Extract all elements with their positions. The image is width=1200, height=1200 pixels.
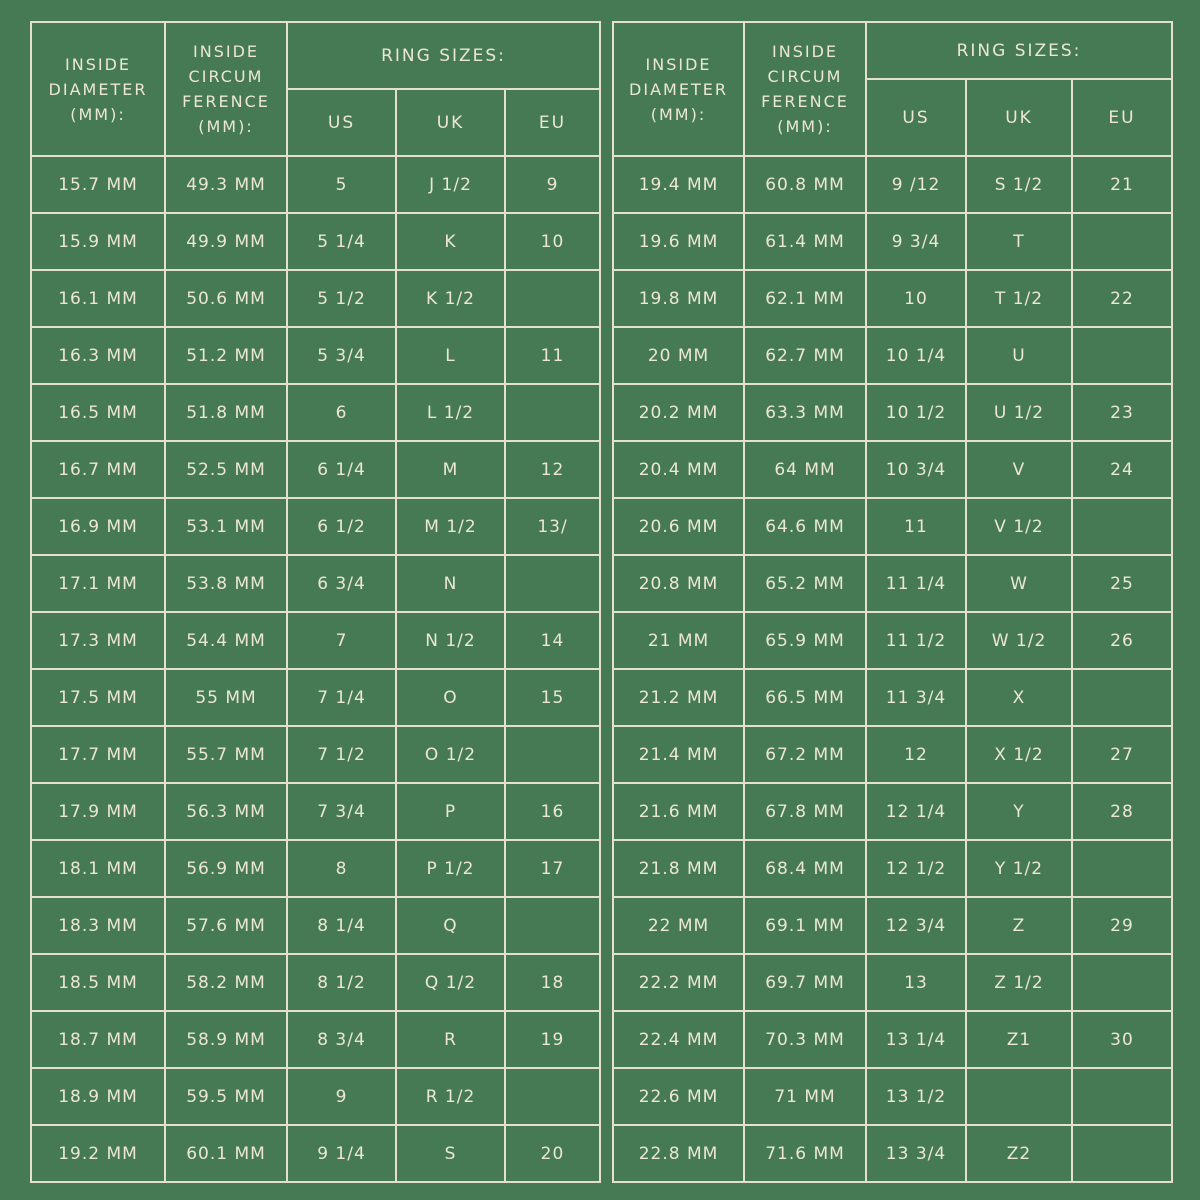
cell-inside-circumference: 54.4 MM xyxy=(165,612,287,669)
cell-eu-size: 17 xyxy=(505,840,600,897)
cell-us-size: 8 1/4 xyxy=(287,897,396,954)
cell-us-size: 11 xyxy=(866,498,966,555)
cell-inside-diameter: 19.4 MM xyxy=(613,156,744,213)
cell-inside-diameter: 16.9 MM xyxy=(31,498,165,555)
size-chart-left xyxy=(30,21,601,1183)
cell-uk-size: N xyxy=(396,555,505,612)
header-uk: UK xyxy=(396,89,505,156)
cell-inside-diameter: 21 MM xyxy=(613,612,744,669)
header-inside-circumference: INSIDE CIRCUM FERENCE (MM): xyxy=(744,22,866,156)
cell-uk-size: R 1/2 xyxy=(396,1068,505,1125)
table-row xyxy=(613,327,1172,384)
cell-eu-size: 23 xyxy=(1072,384,1172,441)
table-row xyxy=(613,954,1172,1011)
cell-uk-size: O xyxy=(396,669,505,726)
table-row xyxy=(31,783,600,840)
header-eu: EU xyxy=(505,89,600,156)
header-ring-sizes: RING SIZES: xyxy=(287,22,600,89)
table-row xyxy=(31,840,600,897)
cell-eu-size xyxy=(1072,498,1172,555)
table-row xyxy=(31,498,600,555)
cell-eu-size: 26 xyxy=(1072,612,1172,669)
cell-inside-diameter: 17.7 MM xyxy=(31,726,165,783)
cell-inside-diameter: 16.7 MM xyxy=(31,441,165,498)
cell-inside-diameter: 22.4 MM xyxy=(613,1011,744,1068)
cell-inside-diameter: 16.3 MM xyxy=(31,327,165,384)
cell-eu-size: 24 xyxy=(1072,441,1172,498)
cell-uk-size: M xyxy=(396,441,505,498)
cell-us-size: 10 3/4 xyxy=(866,441,966,498)
table-row xyxy=(613,612,1172,669)
cell-inside-circumference: 56.9 MM xyxy=(165,840,287,897)
cell-eu-size: 29 xyxy=(1072,897,1172,954)
cell-inside-circumference: 63.3 MM xyxy=(744,384,866,441)
table-row xyxy=(31,1125,600,1182)
cell-inside-diameter: 19.6 MM xyxy=(613,213,744,270)
cell-uk-size: N 1/2 xyxy=(396,612,505,669)
cell-uk-size: M 1/2 xyxy=(396,498,505,555)
cell-inside-circumference: 49.3 MM xyxy=(165,156,287,213)
cell-us-size: 12 xyxy=(866,726,966,783)
cell-uk-size: P xyxy=(396,783,505,840)
cell-inside-diameter: 21.6 MM xyxy=(613,783,744,840)
cell-inside-circumference: 52.5 MM xyxy=(165,441,287,498)
cell-inside-circumference: 53.1 MM xyxy=(165,498,287,555)
table-row xyxy=(31,156,600,213)
cell-uk-size: S xyxy=(396,1125,505,1182)
cell-inside-diameter: 17.1 MM xyxy=(31,555,165,612)
cell-inside-diameter: 18.1 MM xyxy=(31,840,165,897)
header-us: US xyxy=(287,89,396,156)
table-row xyxy=(31,1011,600,1068)
cell-inside-diameter: 18.7 MM xyxy=(31,1011,165,1068)
table-row xyxy=(613,840,1172,897)
cell-eu-size: 10 xyxy=(505,213,600,270)
cell-uk-size: L 1/2 xyxy=(396,384,505,441)
cell-inside-diameter: 16.1 MM xyxy=(31,270,165,327)
cell-inside-diameter: 22.2 MM xyxy=(613,954,744,1011)
cell-inside-circumference: 60.8 MM xyxy=(744,156,866,213)
cell-inside-diameter: 22 MM xyxy=(613,897,744,954)
cell-inside-diameter: 18.3 MM xyxy=(31,897,165,954)
cell-inside-circumference: 62.1 MM xyxy=(744,270,866,327)
cell-inside-diameter: 20.8 MM xyxy=(613,555,744,612)
cell-inside-diameter: 15.7 MM xyxy=(31,156,165,213)
cell-inside-circumference: 59.5 MM xyxy=(165,1068,287,1125)
cell-inside-diameter: 21.8 MM xyxy=(613,840,744,897)
cell-eu-size xyxy=(505,270,600,327)
cell-eu-size: 30 xyxy=(1072,1011,1172,1068)
cell-eu-size xyxy=(1072,1068,1172,1125)
cell-uk-size: R xyxy=(396,1011,505,1068)
cell-inside-circumference: 55 MM xyxy=(165,669,287,726)
cell-eu-size xyxy=(1072,327,1172,384)
table-row xyxy=(613,498,1172,555)
cell-inside-circumference: 56.3 MM xyxy=(165,783,287,840)
table-row xyxy=(613,555,1172,612)
cell-us-size: 6 xyxy=(287,384,396,441)
cell-eu-size: 20 xyxy=(505,1125,600,1182)
cell-inside-diameter: 19.8 MM xyxy=(613,270,744,327)
cell-inside-circumference: 71 MM xyxy=(744,1068,866,1125)
cell-eu-size xyxy=(1072,840,1172,897)
cell-inside-circumference: 53.8 MM xyxy=(165,555,287,612)
cell-eu-size: 19 xyxy=(505,1011,600,1068)
cell-eu-size xyxy=(505,555,600,612)
header-uk: UK xyxy=(966,79,1072,156)
cell-uk-size: X xyxy=(966,669,1072,726)
table-row xyxy=(613,213,1172,270)
table-row xyxy=(613,897,1172,954)
cell-inside-circumference: 50.6 MM xyxy=(165,270,287,327)
cell-uk-size: Z 1/2 xyxy=(966,954,1072,1011)
table-row xyxy=(613,384,1172,441)
cell-inside-circumference: 51.2 MM xyxy=(165,327,287,384)
cell-uk-size: Y 1/2 xyxy=(966,840,1072,897)
cell-us-size: 11 1/4 xyxy=(866,555,966,612)
header-ring-sizes: RING SIZES: xyxy=(866,22,1172,79)
table-row xyxy=(31,327,600,384)
table-row xyxy=(31,270,600,327)
cell-inside-diameter: 19.2 MM xyxy=(31,1125,165,1182)
cell-uk-size: T 1/2 xyxy=(966,270,1072,327)
cell-uk-size: Q xyxy=(396,897,505,954)
cell-uk-size: X 1/2 xyxy=(966,726,1072,783)
cell-inside-circumference: 65.2 MM xyxy=(744,555,866,612)
table-row xyxy=(31,612,600,669)
cell-us-size: 5 xyxy=(287,156,396,213)
cell-uk-size: V xyxy=(966,441,1072,498)
cell-us-size: 9 /12 xyxy=(866,156,966,213)
cell-uk-size: W 1/2 xyxy=(966,612,1072,669)
table-row xyxy=(613,1068,1172,1125)
table-row xyxy=(613,1125,1172,1182)
cell-us-size: 13 1/4 xyxy=(866,1011,966,1068)
cell-inside-diameter: 20.2 MM xyxy=(613,384,744,441)
cell-inside-circumference: 58.9 MM xyxy=(165,1011,287,1068)
ring-size-table xyxy=(612,21,1173,1183)
cell-us-size: 7 xyxy=(287,612,396,669)
cell-uk-size: W xyxy=(966,555,1072,612)
table-row xyxy=(613,783,1172,840)
cell-eu-size: 27 xyxy=(1072,726,1172,783)
cell-inside-circumference: 49.9 MM xyxy=(165,213,287,270)
cell-us-size: 7 1/2 xyxy=(287,726,396,783)
table-row xyxy=(31,726,600,783)
cell-inside-circumference: 61.4 MM xyxy=(744,213,866,270)
cell-eu-size: 16 xyxy=(505,783,600,840)
cell-inside-circumference: 69.7 MM xyxy=(744,954,866,1011)
header-inside-diameter: INSIDE DIAMETER (MM): xyxy=(31,22,165,156)
cell-eu-size: 13/ xyxy=(505,498,600,555)
cell-eu-size xyxy=(1072,1125,1172,1182)
cell-inside-circumference: 68.4 MM xyxy=(744,840,866,897)
cell-inside-diameter: 17.9 MM xyxy=(31,783,165,840)
cell-us-size: 10 1/2 xyxy=(866,384,966,441)
cell-inside-circumference: 71.6 MM xyxy=(744,1125,866,1182)
cell-inside-circumference: 65.9 MM xyxy=(744,612,866,669)
cell-us-size: 11 3/4 xyxy=(866,669,966,726)
cell-us-size: 6 1/2 xyxy=(287,498,396,555)
cell-inside-diameter: 21.2 MM xyxy=(613,669,744,726)
table-row xyxy=(613,1011,1172,1068)
cell-inside-circumference: 70.3 MM xyxy=(744,1011,866,1068)
cell-us-size: 5 1/2 xyxy=(287,270,396,327)
cell-eu-size: 25 xyxy=(1072,555,1172,612)
cell-us-size: 13 1/2 xyxy=(866,1068,966,1125)
cell-inside-diameter: 20.4 MM xyxy=(613,441,744,498)
cell-us-size: 5 1/4 xyxy=(287,213,396,270)
table-row xyxy=(31,1068,600,1125)
cell-eu-size xyxy=(1072,213,1172,270)
cell-uk-size: O 1/2 xyxy=(396,726,505,783)
table-row xyxy=(31,555,600,612)
table-row xyxy=(613,156,1172,213)
table-body xyxy=(31,156,600,1182)
cell-uk-size: Z1 xyxy=(966,1011,1072,1068)
cell-uk-size xyxy=(966,1068,1072,1125)
cell-inside-diameter: 15.9 MM xyxy=(31,213,165,270)
table-row xyxy=(613,726,1172,783)
cell-uk-size: T xyxy=(966,213,1072,270)
cell-eu-size: 11 xyxy=(505,327,600,384)
cell-inside-circumference: 69.1 MM xyxy=(744,897,866,954)
cell-uk-size: K 1/2 xyxy=(396,270,505,327)
table-row xyxy=(31,954,600,1011)
table-row xyxy=(31,384,600,441)
cell-us-size: 7 1/4 xyxy=(287,669,396,726)
cell-us-size: 6 3/4 xyxy=(287,555,396,612)
cell-eu-size: 12 xyxy=(505,441,600,498)
cell-eu-size xyxy=(505,897,600,954)
cell-us-size: 12 1/2 xyxy=(866,840,966,897)
cell-us-size: 6 1/4 xyxy=(287,441,396,498)
cell-inside-circumference: 55.7 MM xyxy=(165,726,287,783)
table-row xyxy=(31,213,600,270)
cell-inside-circumference: 67.8 MM xyxy=(744,783,866,840)
table-row xyxy=(31,441,600,498)
cell-uk-size: Q 1/2 xyxy=(396,954,505,1011)
cell-eu-size: 21 xyxy=(1072,156,1172,213)
cell-us-size: 12 1/4 xyxy=(866,783,966,840)
table-row xyxy=(31,897,600,954)
cell-us-size: 8 1/2 xyxy=(287,954,396,1011)
cell-inside-circumference: 60.1 MM xyxy=(165,1125,287,1182)
header-inside-circumference: INSIDE CIRCUM FERENCE (MM): xyxy=(165,22,287,156)
cell-uk-size: U 1/2 xyxy=(966,384,1072,441)
cell-uk-size: S 1/2 xyxy=(966,156,1072,213)
cell-eu-size xyxy=(505,384,600,441)
cell-us-size: 13 xyxy=(866,954,966,1011)
ring-size-table xyxy=(30,21,601,1183)
cell-inside-diameter: 20.6 MM xyxy=(613,498,744,555)
cell-us-size: 9 3/4 xyxy=(866,213,966,270)
cell-us-size: 11 1/2 xyxy=(866,612,966,669)
cell-inside-circumference: 57.6 MM xyxy=(165,897,287,954)
cell-us-size: 12 3/4 xyxy=(866,897,966,954)
table-row xyxy=(31,669,600,726)
cell-eu-size: 15 xyxy=(505,669,600,726)
cell-uk-size: Y xyxy=(966,783,1072,840)
cell-us-size: 8 xyxy=(287,840,396,897)
cell-inside-diameter: 22.6 MM xyxy=(613,1068,744,1125)
cell-uk-size: U xyxy=(966,327,1072,384)
cell-eu-size xyxy=(505,1068,600,1125)
cell-us-size: 9 1/4 xyxy=(287,1125,396,1182)
cell-uk-size: K xyxy=(396,213,505,270)
cell-us-size: 7 3/4 xyxy=(287,783,396,840)
cell-inside-circumference: 67.2 MM xyxy=(744,726,866,783)
cell-eu-size xyxy=(1072,669,1172,726)
table-row xyxy=(613,441,1172,498)
cell-inside-circumference: 64.6 MM xyxy=(744,498,866,555)
cell-inside-diameter: 17.5 MM xyxy=(31,669,165,726)
cell-inside-circumference: 66.5 MM xyxy=(744,669,866,726)
cell-us-size: 13 3/4 xyxy=(866,1125,966,1182)
cell-uk-size: V 1/2 xyxy=(966,498,1072,555)
cell-uk-size: Z xyxy=(966,897,1072,954)
cell-inside-diameter: 20 MM xyxy=(613,327,744,384)
cell-eu-size: 9 xyxy=(505,156,600,213)
cell-eu-size: 18 xyxy=(505,954,600,1011)
cell-eu-size xyxy=(1072,954,1172,1011)
cell-eu-size: 28 xyxy=(1072,783,1172,840)
cell-us-size: 5 3/4 xyxy=(287,327,396,384)
cell-us-size: 9 xyxy=(287,1068,396,1125)
cell-us-size: 10 xyxy=(866,270,966,327)
cell-us-size: 10 1/4 xyxy=(866,327,966,384)
header-us: US xyxy=(866,79,966,156)
cell-inside-diameter: 22.8 MM xyxy=(613,1125,744,1182)
size-chart-right xyxy=(612,21,1173,1183)
cell-uk-size: Z2 xyxy=(966,1125,1072,1182)
cell-uk-size: J 1/2 xyxy=(396,156,505,213)
cell-inside-diameter: 21.4 MM xyxy=(613,726,744,783)
cell-inside-diameter: 17.3 MM xyxy=(31,612,165,669)
cell-inside-diameter: 18.5 MM xyxy=(31,954,165,1011)
header-inside-diameter: INSIDE DIAMETER (MM): xyxy=(613,22,744,156)
cell-inside-circumference: 64 MM xyxy=(744,441,866,498)
header-eu: EU xyxy=(1072,79,1172,156)
cell-inside-circumference: 58.2 MM xyxy=(165,954,287,1011)
cell-uk-size: L xyxy=(396,327,505,384)
table-body xyxy=(613,156,1172,1182)
cell-eu-size: 14 xyxy=(505,612,600,669)
cell-inside-circumference: 62.7 MM xyxy=(744,327,866,384)
cell-inside-diameter: 16.5 MM xyxy=(31,384,165,441)
cell-inside-diameter: 18.9 MM xyxy=(31,1068,165,1125)
cell-eu-size xyxy=(505,726,600,783)
table-row xyxy=(613,270,1172,327)
cell-us-size: 8 3/4 xyxy=(287,1011,396,1068)
cell-uk-size: P 1/2 xyxy=(396,840,505,897)
cell-eu-size: 22 xyxy=(1072,270,1172,327)
table-row xyxy=(613,669,1172,726)
cell-inside-circumference: 51.8 MM xyxy=(165,384,287,441)
